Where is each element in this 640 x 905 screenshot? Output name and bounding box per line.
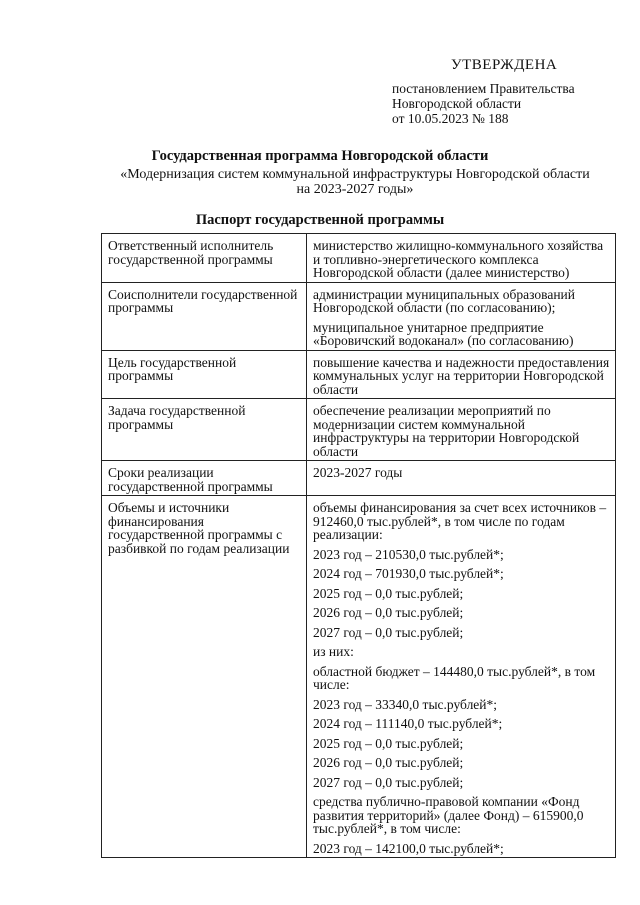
row-value	[307, 399, 616, 461]
value-paragraph: 2027 год – 0,0 тыс.рублей;	[313, 774, 464, 790]
value-paragraph: 2025 год – 0,0 тыс.рублей;	[313, 735, 464, 751]
value-paragraph: 2023-2027 годы	[313, 465, 403, 480]
value-paragraph: 2024 год – 111140,0 тыс.рублей*;	[313, 716, 503, 731]
table-row	[102, 399, 616, 461]
table-row	[102, 350, 616, 399]
passport-table	[101, 233, 616, 858]
row-label: Объемы и источники финансирования государственной программы с разбивкой по годам реализации	[102, 496, 307, 858]
value-paragraph: 2025 год – 0,0 тыс.рублей;	[313, 585, 464, 601]
row-value	[307, 350, 616, 399]
row-label: Сроки реализации государственной программы	[102, 461, 307, 496]
program-subtitle: «Модернизация систем коммунальной инфраструктуры Новгородской области на 2023-2027 годы»	[120, 167, 590, 197]
value-paragraph: 2023 год – 210530,0 тыс.рублей*;	[313, 546, 504, 562]
value-paragraph: обеспечение реализации мероприятий по модернизации систем коммунальной инфраструктуры на территории Новгородской области	[313, 403, 580, 459]
row-label: Задача государственной программы	[102, 399, 307, 461]
value-paragraph: муниципальное унитарное предприятие «Боровичский водоканал» (по согласованию)	[313, 319, 574, 348]
value-paragraph: администрации муниципальных образований Новгородской области (по согласованию);	[313, 286, 575, 315]
table-row	[102, 496, 616, 858]
value-paragraph: 2027 год – 0,0 тыс.рублей;	[313, 624, 464, 640]
approval-line: Новгородской области	[392, 96, 522, 111]
approval-line: постановлением Правительства	[392, 81, 575, 96]
row-value	[307, 234, 616, 283]
row-label: Соисполнители государственной программы	[102, 282, 307, 350]
value-paragraph: 2024 год – 701930,0 тыс.рублей*;	[313, 566, 504, 581]
row-label: Ответственный исполнитель государственной программы	[102, 234, 307, 283]
program-title: Государственная программа Новгородской области	[151, 148, 489, 164]
value-paragraph: объемы финансирования за счет всех источников – 912460,0 тыс.рублей*, в том числе по годам реализации:	[313, 500, 607, 542]
row-label: Цель государственной программы	[102, 350, 307, 399]
approval-date-line: от 10.05.2023 № 188	[392, 111, 509, 126]
table-row	[102, 282, 616, 350]
approval-heading: УТВЕРЖДЕНА	[451, 57, 558, 73]
value-paragraph: 2026 год – 0,0 тыс.рублей;	[313, 755, 464, 770]
value-paragraph: из них:	[313, 644, 354, 659]
approval-stamp	[392, 58, 612, 126]
row-value	[307, 461, 616, 496]
row-value	[307, 496, 616, 858]
row-value	[307, 282, 616, 350]
value-paragraph: министерство жилищно-коммунального хозяйства и топливно-энергетического комплекса Новгородской области (далее министерство)	[313, 238, 604, 280]
value-paragraph: 2023 год – 142100,0 тыс.рублей*;	[313, 840, 504, 856]
passport-title: Паспорт государственной программы	[195, 212, 445, 228]
value-paragraph: повышение качества и надежности предоставления коммунальных услуг на территории Новгородской области	[313, 354, 610, 397]
table-row	[102, 461, 616, 496]
value-paragraph: средства публично-правовой компании «Фонд развития территорий» (далее Фонд) – 615900,0 тыс.рублей*, в том числе:	[313, 794, 584, 836]
table-row	[102, 234, 616, 283]
value-paragraph: 2023 год – 33340,0 тыс.рублей*;	[313, 696, 498, 712]
value-paragraph: областной бюджет – 144480,0 тыс.рублей*, в том числе:	[313, 663, 596, 692]
value-paragraph: 2026 год – 0,0 тыс.рублей;	[313, 605, 464, 620]
